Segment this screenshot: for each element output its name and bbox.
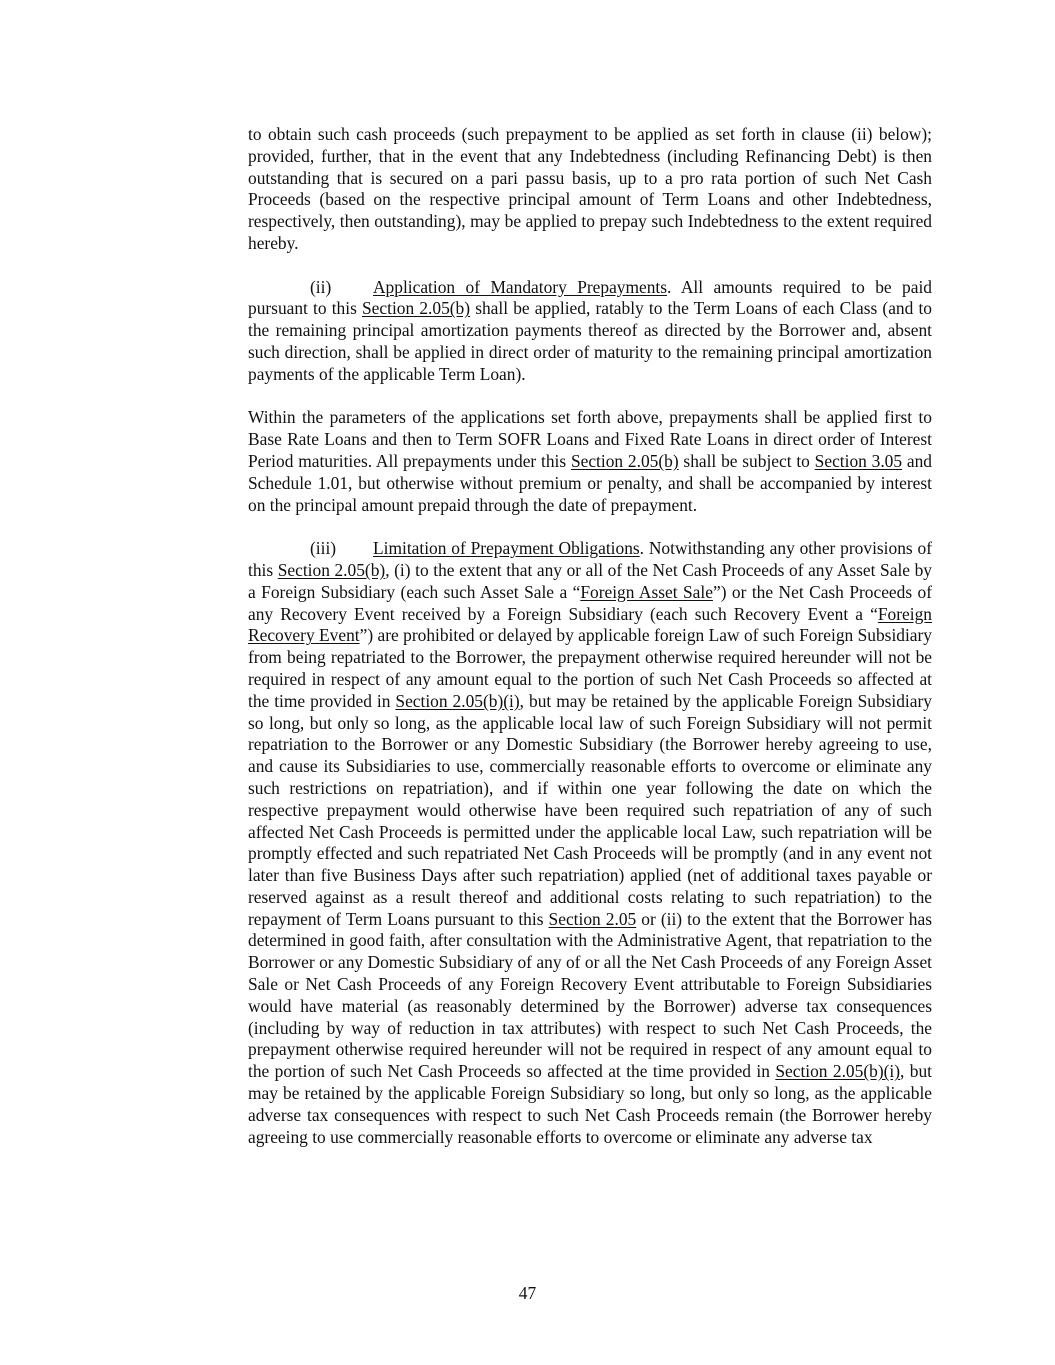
paragraph-text: , (i) to the extent that any or all of the Net Cash Proceeds of any Asset Sale by a Foreign Subsidiary (each such Asset Sale a “ [248,559,932,602]
defined-term: Foreign Asset Sale [580,581,713,602]
paragraph-text: ”) are prohibited or delayed by applicable foreign Law of such Foreign Subsidiary from being repatriated to the Borrower, the prepayment otherwise required hereunder will not be required in respect of any amount equal to the portion of such Net Cash Proceeds so affected at the time provided in [248,625,933,711]
paragraph-text: to obtain such cash proceeds (such prepayment to be applied as set forth in clause (ii) below); provided, further, that in the event that any Indebtedness (including Refinancing Debt) is then outstanding that is secured on a pari passu basis, up to a pro rata portion of such Net Cash Proceeds (based on the respective principal amount of Term Loans and other Indebtedness, respectively, then outstanding), may be applied to prepay such Indebtedness to the extent required hereby. [248,124,932,253]
paragraph-text: , but may be retained by the applicable Foreign Subsidiary so long, but only so long, as the applicable adverse tax consequences with respect to such Net Cash Proceeds remain (the Borrower hereby agreeing to use commercially reasonable efforts to overcome or eliminate any adverse tax [248,1061,933,1147]
section-reference: Section 2.05(b) [277,559,386,580]
clause-number: (iii) [310,538,337,559]
paragraph-text: and Schedule 1.01, but otherwise without premium or penalty, and shall be accompanied by interest on the principal amount prepaid through the date of prepayment. [248,450,932,515]
clause-heading: Application of Mandatory Prepayments [373,276,668,297]
section-reference: Section 2.05 [548,908,637,929]
section-reference: Section 3.05 [814,450,903,471]
section-reference: Section 2.05(b) [362,298,471,319]
section-reference: Section 2.05(b)(i) [775,1061,901,1082]
paragraph-application-of-mandatory-prepayments [248,277,932,386]
page-number: 47 [518,1283,537,1303]
paragraph-text: Within the parameters of the applications set forth above, prepayments shall be applied first to Base Rate Loans and then to Term SOFR Loans and Fixed Rate Loans in direct order of Interest Period maturities. All prepayments under this [248,407,932,471]
paragraph-text: . All amounts required to be paid pursuant to this [248,276,932,319]
clause-heading: Limitation of Prepayment Obligations [373,538,640,559]
paragraph-text: shall be subject to [678,450,815,471]
document-page [248,124,932,1170]
paragraph-text: shall be applied, ratably to the Term Loans of each Class (and to the remaining principal amortization payments thereof as directed by the Borrower and, absent such direction, shall be applied in direct order of maturity to the remaining principal amortization payments of the applicable Term Loan). [248,298,932,384]
paragraph-application-parameters [248,407,932,516]
paragraph-text: . Notwithstanding any other provisions of this [248,538,932,580]
paragraph-continuation [248,124,932,255]
section-reference: Section 2.05(b)(i) [395,690,520,711]
paragraph-text: ”) or the Net Cash Proceeds of any Recovery Event received by a Foreign Subsidiary (each such Recovery Event a “ [248,581,933,624]
paragraph-limitation-of-prepayment-obligations [248,538,932,1148]
paragraph-text: or (ii) to the extent that the Borrower has determined in good faith, after consultation with the Administrative Agent, that repatriation to the Borrower or any Domestic Subsidiary of any of or all the Net Cash Proceeds of any Foreign Asset Sale or Net Cash Proceeds of any Foreign Recovery Event attributable to Foreign Subsidiaries would have material (as reasonably determined by the Borrower) adverse tax consequences (including by way of reduction in tax attributes) with respect to such Net Cash Proceeds, the prepayment otherwise required hereunder will not be required in respect of any amount equal to the portion of such Net Cash Proceeds so affected at the time provided in [248,908,932,1082]
paragraph-text: , but may be retained by the applicable Foreign Subsidiary so long, but only so long, as the applicable local law of such Foreign Subsidiary will not permit repatriation to the Borrower or any Domestic Subsidiary (the Borrower hereby agreeing to use, and cause its Subsidiaries to use, commercially reasonable efforts to overcome or eliminate any such restrictions on repatriation), and if within one year following the date on which the respective prepayment would otherwise have been required such repatriation of any of such affected Net Cash Proceeds is permitted under the applicable local Law, such repatriation will be promptly effected and such repatriated Net Cash Proceeds will be promptly (and in any event not later than five Business Days after such repatriation) applied (net of additional taxes payable or reserved against as a result thereof and additional costs relating to such repatriation) to the repayment of Term Loans pursuant to this [248,690,932,929]
section-reference: Section 2.05(b) [570,450,679,471]
defined-term: Foreign Recovery Event [248,603,932,646]
clause-number: (ii) [310,276,332,297]
